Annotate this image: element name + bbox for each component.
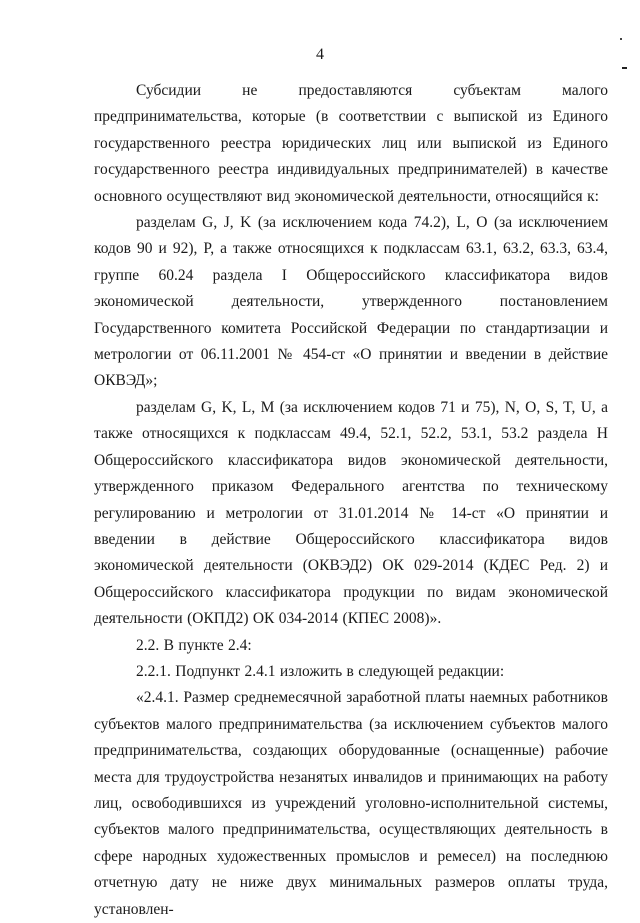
scan-speck xyxy=(620,38,622,40)
paragraph-clause-2-2: 2.2. В пункте 2.4: xyxy=(136,636,252,654)
paragraph-okved-sections: разделам G, J, K (за исключением кода 74.2), L, O (за исключением кодов 90 и 92), P, а также относящихся к подклассам 63.1, 63.2, 63.3, 63.4, группе 60.24 раздела I Общероссийского классификатора видов экономической деятельности, утвержденного постановлением Государственного комитета Российской Федерации по стандартизации и метрологии от 06.11.2001 № 454-ст «О принятии и введении в действие ОКВЭД»; xyxy=(94,214,608,390)
paragraph-subsidy-exclusion: Субсидии не предоставляются субъектам малого предпринимательства, которые (в соответствии с выпиской из Единого государственного реестра юридических лиц или выпиской из Единого государственного реестра индивидуальных предпринимателей) в качестве основного осуществляют вид экономической деятельности, относящийся к: xyxy=(94,82,608,205)
paragraph-clause-2-4-1: «2.4.1. Размер среднемесячной заработной платы наемных работников субъектов малого предпринимательства (за исключением субъектов малого предпринимательства, создающих оборудованные (оснащенные) рабочие места для трудоустройства незанятых инвалидов и принимающих на работу лиц, освободившихся из учреждений уголовно-исполнительной системы, субъектов малого предпринимательства, осуществляющих деятельность в сфере народных художественных промыслов и ремесел) на последнюю отчетную дату не ниже двух минимальных размеров оплаты труда, установлен- xyxy=(94,689,608,918)
scan-dash-mark xyxy=(622,67,627,69)
paragraph-clause-2-2-1: 2.2.1. Подпункт 2.4.1 изложить в следующей редакции: xyxy=(136,662,505,680)
page-number: 4 xyxy=(316,46,324,63)
document-body xyxy=(94,78,608,923)
paragraph-okved2-sections: разделам G, K, L, M (за исключением кодов 71 и 75), N, O, S, T, U, а также относящихся к подклассам 49.4, 52.1, 52.2, 53.1, 53.2 раздела H Общероссийского классификатора видов экономической деятельности, утвержденного приказом Федерального агентства по техническому регулированию и метрологии от 31.01.2014 № 14-ст «О принятии и введении в действие Общероссийского классификатора видов экономической деятельности (ОКВЭД2) ОК 029-2014 (КДЕС Ред. 2) и Общероссийского классификатора продукции по видам экономической деятельности (ОКПД2) ОК 034-2014 (КПЕС 2008)». xyxy=(94,398,608,628)
